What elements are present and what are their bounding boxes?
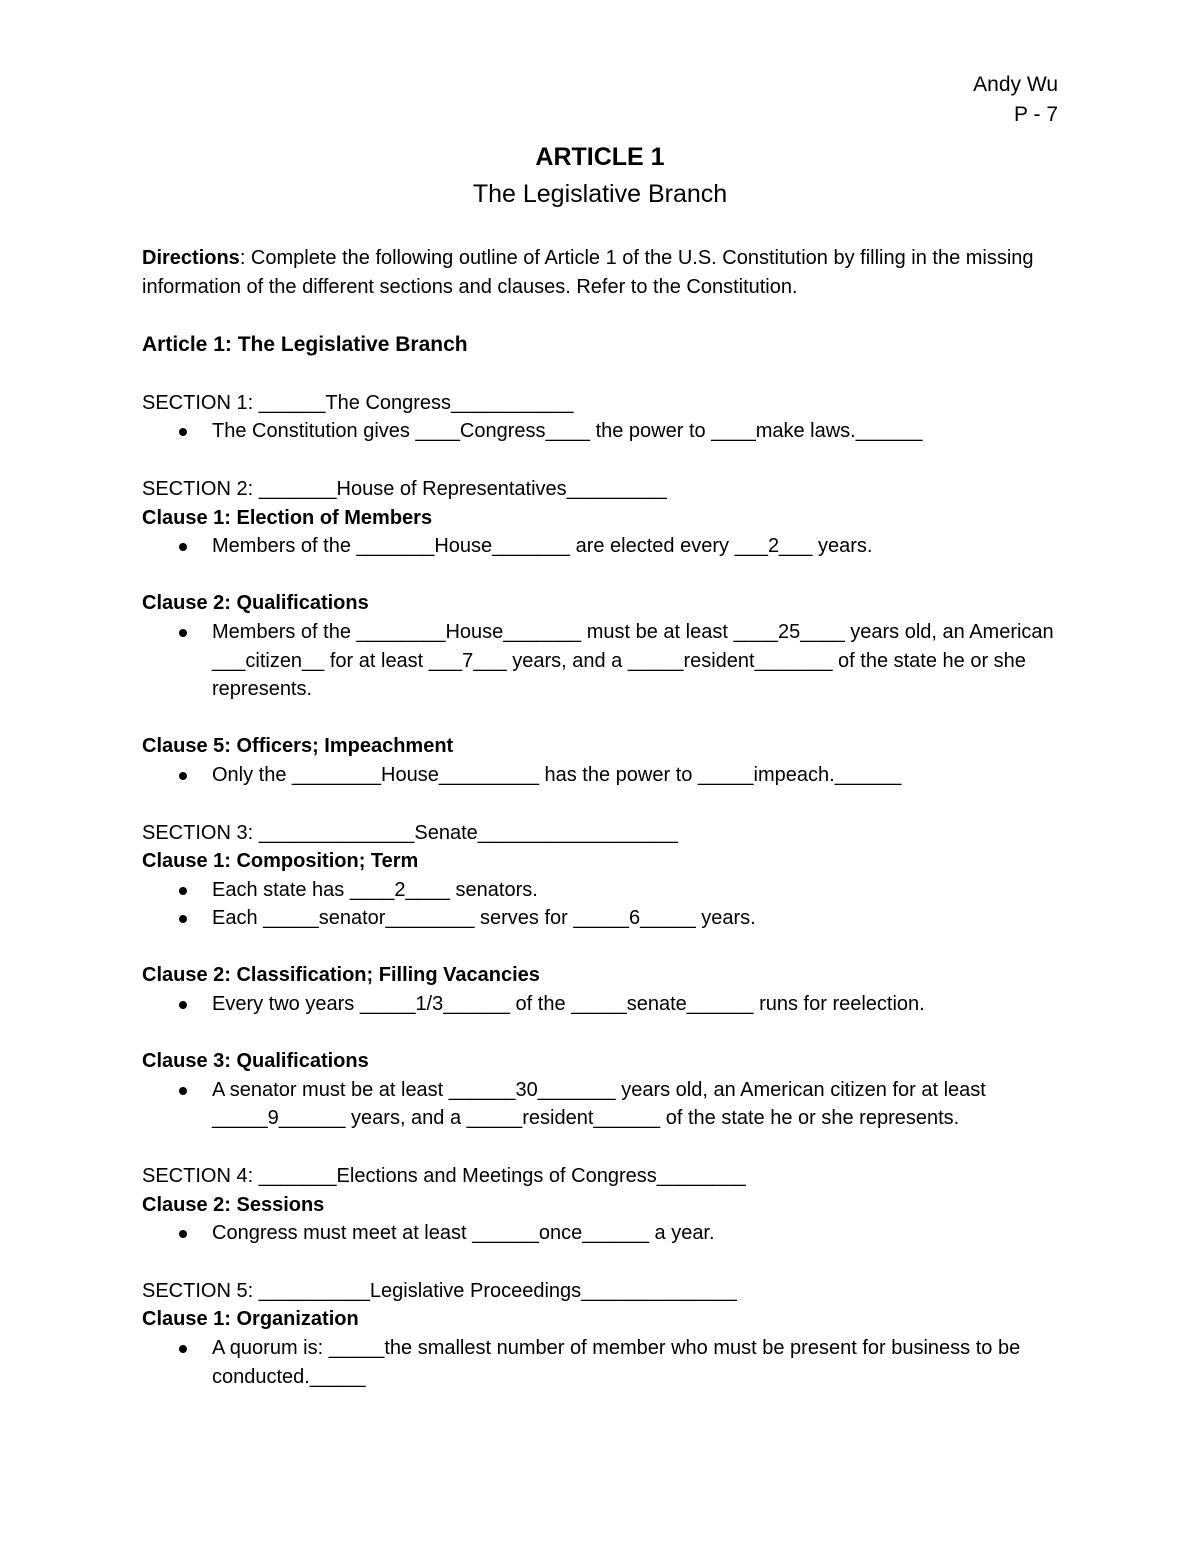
- bullet-icon: [179, 772, 187, 780]
- section-3-clause-1-title: Clause 1: Composition; Term: [142, 850, 419, 873]
- section-5-clause-1-list: [142, 1334, 1062, 1391]
- list-item: Only the ________House_________ has the power to _____impeach.______: [142, 761, 1062, 790]
- bullet-icon: [179, 915, 187, 923]
- directions-paragraph: [142, 244, 1062, 301]
- section-2-clause-2-title: Clause 2: Qualifications: [142, 592, 369, 615]
- section-5-title: SECTION 5: __________Legislative Proceedings______________: [142, 1279, 737, 1302]
- list-item: Members of the _______House_______ are elected every ___2___ years.: [142, 532, 1062, 561]
- bullet-icon: [179, 428, 187, 436]
- section-2-clause-1-title: Clause 1: Election of Members: [142, 506, 433, 529]
- document-title: ARTICLE 1: [535, 143, 665, 171]
- list-item: Congress must meet at least ______once______ a year.: [142, 1219, 1062, 1248]
- list-item: Every two years _____1/3______ of the _____senate______ runs for reelection.: [142, 990, 1062, 1019]
- directions-text: : Complete the following outline of Article 1 of the U.S. Constitution by filling in the missing information of the different sections and clauses. Refer to the Constitution.: [142, 247, 1034, 298]
- section-3-clause-3-list: [142, 1076, 1062, 1133]
- class-period: P - 7: [1014, 103, 1058, 126]
- section-2-title: SECTION 2: _______House of Representatives_________: [142, 477, 667, 500]
- student-name: Andy Wu: [973, 73, 1058, 96]
- section-3-clause-3-title: Clause 3: Qualifications: [142, 1050, 369, 1073]
- section-3-clause-2-list: [142, 990, 1062, 1019]
- section-2-clause-1-list: [142, 532, 1062, 561]
- bullet-icon: [179, 1230, 187, 1238]
- bullet-icon: [179, 543, 187, 551]
- list-item: A senator must be at least ______30_______ years old, an American citizen for at least _____9______ years, and a _____resident______ of the state he or she represents.: [142, 1076, 1062, 1133]
- list-item: The Constitution gives ____Congress____ the power to ____make laws.______: [142, 417, 1062, 446]
- document-subtitle: The Legislative Branch: [472, 180, 728, 208]
- bullet-icon: [179, 1001, 187, 1009]
- section-5-clause-1-title: Clause 1: Organization: [142, 1308, 359, 1331]
- list-item: A quorum is: _____the smallest number of member who must be present for business to be conducted._____: [142, 1334, 1062, 1391]
- list-item: Each _____senator________ serves for _____6_____ years.: [142, 904, 1062, 933]
- bullet-icon: [179, 887, 187, 895]
- section-3-clause-2-title: Clause 2: Classification; Filling Vacancies: [142, 964, 540, 987]
- bullet-icon: [179, 1345, 187, 1353]
- section-2-clause-5-title: Clause 5: Officers; Impeachment: [142, 735, 454, 758]
- list-item: Each state has ____2____ senators.: [142, 876, 1062, 905]
- section-3-title: SECTION 3: ______________Senate__________________: [142, 821, 679, 844]
- student-header: [973, 70, 1058, 130]
- bullet-icon: [179, 629, 187, 637]
- section-4-title: SECTION 4: _______Elections and Meetings of Congress________: [142, 1165, 746, 1188]
- section-2-clause-2-list: [142, 618, 1062, 704]
- section-2-clause-5-list: [142, 761, 1062, 790]
- directions-label: Directions: [142, 247, 240, 269]
- section-1-list: [142, 417, 1062, 446]
- section-4-clause-2-list: [142, 1219, 1062, 1248]
- section-1-title: SECTION 1: ______The Congress___________: [142, 391, 574, 414]
- bullet-icon: [179, 1087, 187, 1095]
- document-body: [142, 244, 1062, 1391]
- section-4-clause-2-title: Clause 2: Sessions: [142, 1193, 325, 1216]
- outline-heading: Article 1: The Legislative Branch: [142, 333, 468, 357]
- section-3-clause-1-list: [142, 876, 1062, 933]
- list-item: Members of the ________House_______ must be at least ____25____ years old, an American ___citizen__ for at least ___7___ years, and a _____resident_______ of the state he or she represents.: [142, 618, 1062, 704]
